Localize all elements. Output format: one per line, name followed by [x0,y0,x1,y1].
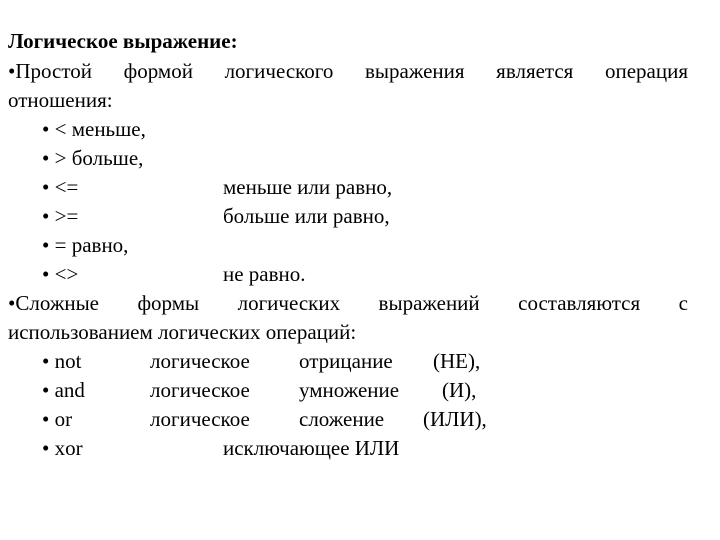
operation-noun: умножение [299,378,400,402]
word: логического [224,59,334,83]
list-item-operation [42,347,522,376]
operation-keyword: xor [54,436,83,460]
operation-keyword: and [54,378,85,402]
bullet: • [42,175,50,199]
bullet: • [42,407,50,431]
relation-symbol: < [54,117,67,141]
relation-description: не равно. [223,262,306,286]
paragraph-1-line-2: отношения: [8,88,113,112]
bullet: • [42,262,50,286]
operation-keyword: or [54,407,73,431]
bullet: • [42,349,50,373]
list-item-operation [42,405,522,434]
word: формы [137,291,200,315]
bullet: • [42,436,50,460]
relation-symbol: <= [54,175,79,199]
operation-noun: отрицание [299,349,393,373]
relation-description: больше, [71,146,144,170]
bullet: • [42,378,50,402]
relation-symbol: >= [54,204,79,228]
operation-noun: сложение [299,407,385,431]
word: •Простой [8,59,92,83]
operation-parenthetical: (ИЛИ), [423,407,487,431]
word: операция [604,59,688,83]
word: •Сложные [8,291,99,315]
list-item-operation [42,434,522,463]
operation-parenthetical: (НЕ), [433,349,481,373]
bullet: • [42,146,50,170]
word: выражения [365,59,465,83]
relation-symbol: <> [54,262,79,286]
relation-symbol: = [54,233,67,257]
word: является [496,59,574,83]
word: выражений [378,291,480,315]
list-item-relation [42,115,146,144]
relation-description: больше или равно, [223,204,390,228]
relation-description: равно, [71,233,129,257]
word: формой [123,59,193,83]
bullet: • [42,233,50,257]
list-item-relation [42,144,143,173]
paragraph-1-line-1 [8,57,688,86]
paragraph-2-line-2: использованием логических операций: [8,320,357,344]
word: с [678,291,688,315]
relation-symbol: > [54,146,67,170]
operation-keyword: not [54,349,82,373]
relation-description: меньше или равно, [223,175,393,199]
word: составляются [518,291,641,315]
operation-adjective: логическое [150,378,250,402]
word: логических [237,291,341,315]
list-item-relation [42,231,128,260]
list-item-relation [42,202,442,231]
relation-description: меньше, [71,117,146,141]
operation-parenthetical: (И), [442,378,477,402]
operation-description: исключающее ИЛИ [223,436,400,460]
list-item-operation [42,376,522,405]
list-item-relation [42,173,442,202]
bullet: • [42,204,50,228]
list-item-relation [42,260,442,289]
operation-adjective: логическое [150,407,250,431]
paragraph-2-line-1 [8,289,688,318]
slide-title: Логическое выражение: [8,29,238,53]
operation-adjective: логическое [150,349,250,373]
bullet: • [42,117,50,141]
